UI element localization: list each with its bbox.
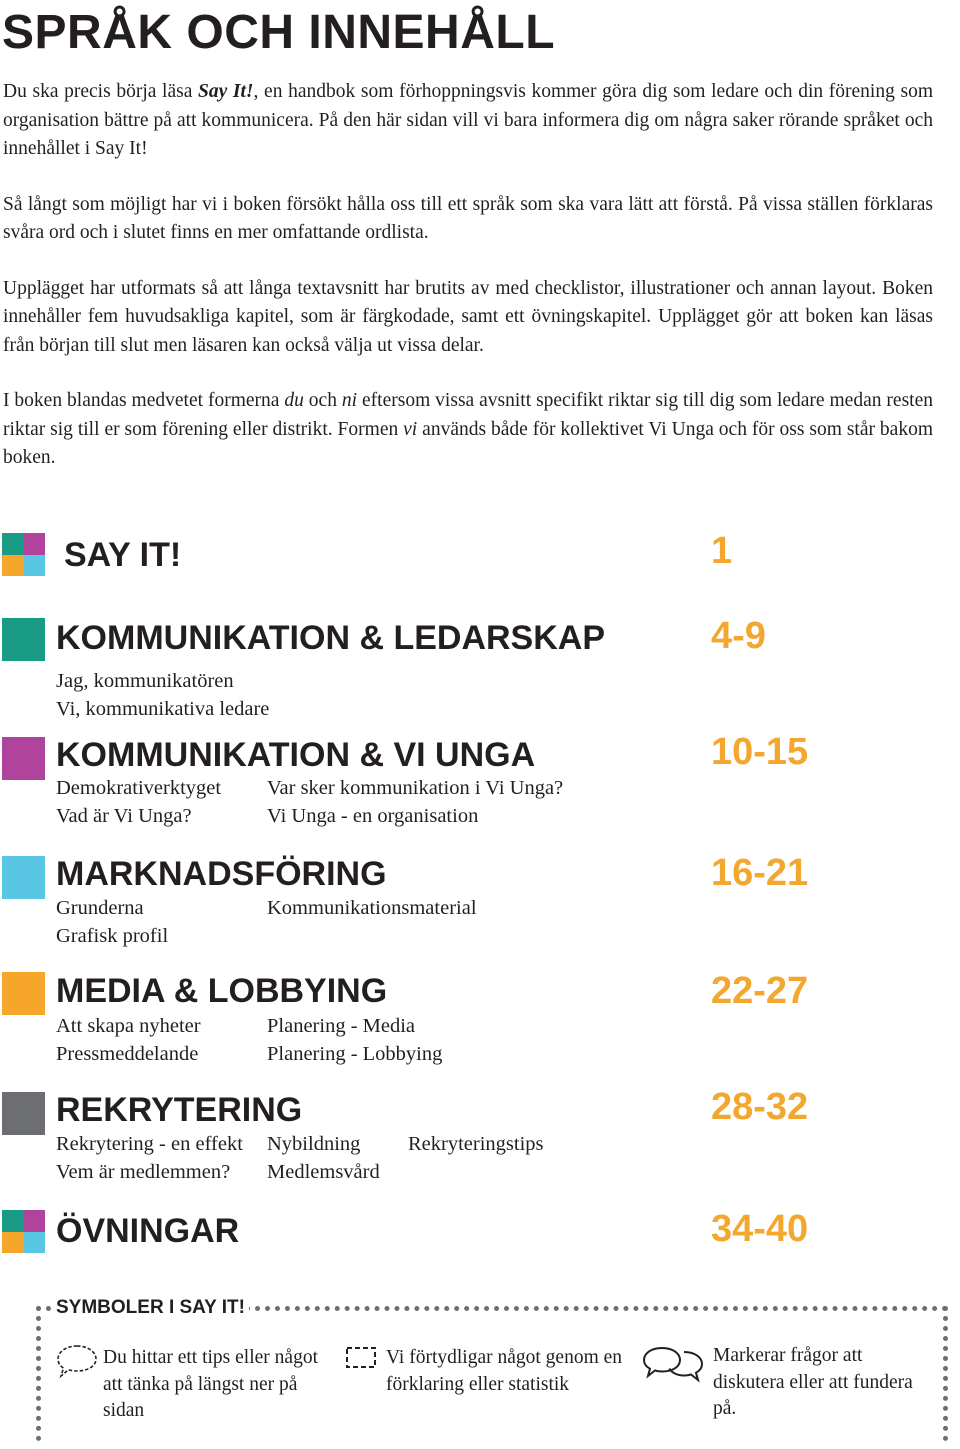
symbols-heading: SYMBOLER I SAY IT! xyxy=(52,1295,249,1321)
gray-chapter-square xyxy=(2,1092,45,1135)
toc-pages-rekrytering: 28-32 xyxy=(711,1086,809,1128)
toc-subitem: Grafisk profil xyxy=(56,925,169,947)
intro-paragraph-1: Du ska precis börja läsa Say It!, en handbok som förhoppningsvis kommer göra dig som ledare och din förening som organisation bättre på att kommunicera. På den här sidan vill vi bara informera dig om några saker rörande språket och innehållet i Say It! xyxy=(3,81,933,159)
toc-title-media-lobbying: MEDIA & LOBBYING xyxy=(56,972,388,1010)
toc-pages-media-lobbying: 22-27 xyxy=(711,970,809,1012)
toc-title-ovningar: ÖVNINGAR xyxy=(56,1212,240,1250)
orange-chapter-square xyxy=(2,972,45,1015)
toc-subitem: Kommunikationsmaterial xyxy=(267,897,477,919)
toc-subitem: Demokrativerktyget xyxy=(56,777,222,799)
light-blue-chapter-square xyxy=(2,856,45,899)
toc-subitem: Vem är medlemmen? xyxy=(56,1161,231,1183)
toc-pages-marknadsforing: 16-21 xyxy=(711,852,809,894)
book-title: Say It! xyxy=(198,81,254,102)
toc-pages-ovningar: 34-40 xyxy=(711,1208,809,1250)
toc-subitem: Medlemsvård xyxy=(267,1161,380,1183)
toc-subitem: Rekryteringstips xyxy=(408,1133,544,1155)
toc-pages-say-it: 1 xyxy=(711,530,733,572)
intro-paragraph-2: Så långt som möjligt har vi i boken försökt hålla oss till ett språk som ska vara lätt att förstå. På vissa ställen förklaras svåra ord och i slutet finns en mer omfattande ordlista. xyxy=(3,193,933,243)
say-it-color-icon xyxy=(2,533,45,576)
toc-title-say-it: SAY IT! xyxy=(64,536,182,574)
discussion-bubbles-icon xyxy=(640,1344,706,1384)
toc-subitem: Nybildning xyxy=(267,1133,361,1155)
teal-chapter-square xyxy=(2,618,45,661)
toc-title-kommunikation-vi-unga: KOMMUNIKATION & VI UNGA xyxy=(56,736,536,774)
intro-paragraph-4: I boken blandas medvetet formerna du och ni eftersom vissa avsnitt specifikt riktar sig till dig som ledare medan resten riktar sig till er som förening eller distrikt. Formen vi används både för kollektivet Vi Unga och för oss som står bakom boken. xyxy=(3,390,933,468)
page-title: SPRÅK OCH INNEHÅLL xyxy=(2,6,556,59)
toc-title-kommunikation-ledarskap: KOMMUNIKATION & LEDARSKAP xyxy=(56,619,606,657)
toc-subitem: Planering - Lobbying xyxy=(267,1043,443,1065)
toc-title-rekrytering: REKRYTERING xyxy=(56,1091,303,1129)
toc-subitem: Pressmeddelande xyxy=(56,1043,199,1065)
toc-title-marknadsforing: MARKNADSFÖRING xyxy=(56,855,387,893)
toc-subitem: Vi Unga - en organisation xyxy=(267,805,479,827)
symbol-tips-text: Du hittar ett tips eller något att tänka på längst ner på sidan xyxy=(103,1347,318,1421)
symbol-discuss-text: Markerar frågor att diskutera eller att fundera på. xyxy=(713,1345,913,1419)
toc-subitem: Vi, kommunikativa ledare xyxy=(56,698,270,720)
toc-subitem: Var sker kommunikation i Vi Unga? xyxy=(267,777,564,799)
intro-paragraph-3: Upplägget har utformats så att långa textavsnitt har brutits av med checklistor, illustrationer och annan layout. Boken innehåller fem huvudsakliga kapitel, som är färgkodade, samt ett övningskapitel. Upplägget gör att boken kan läsas från början till slut men läsaren kan också välja ut vissa delar. xyxy=(3,277,933,356)
toc-subitem: Rekrytering - en effekt xyxy=(56,1133,243,1155)
ovningar-color-icon xyxy=(2,1210,45,1253)
toc-subitem: Grunderna xyxy=(56,897,144,919)
toc-subitem: Vad är Vi Unga? xyxy=(56,805,192,827)
toc-subitem: Jag, kommunikatören xyxy=(56,670,234,692)
symbol-explain-text: Vi förtydligar något genom en förklaring eller statistik xyxy=(386,1347,623,1395)
dashed-box-icon xyxy=(345,1346,377,1370)
toc-pages-kommunikation-ledarskap: 4-9 xyxy=(711,615,766,657)
magenta-chapter-square xyxy=(2,737,45,780)
intro-text xyxy=(3,78,933,500)
speech-bubble-icon xyxy=(55,1343,99,1379)
toc-subitem: Planering - Media xyxy=(267,1015,416,1037)
toc-subitem: Att skapa nyheter xyxy=(56,1015,201,1037)
toc-pages-kommunikation-vi-unga: 10-15 xyxy=(711,731,809,773)
